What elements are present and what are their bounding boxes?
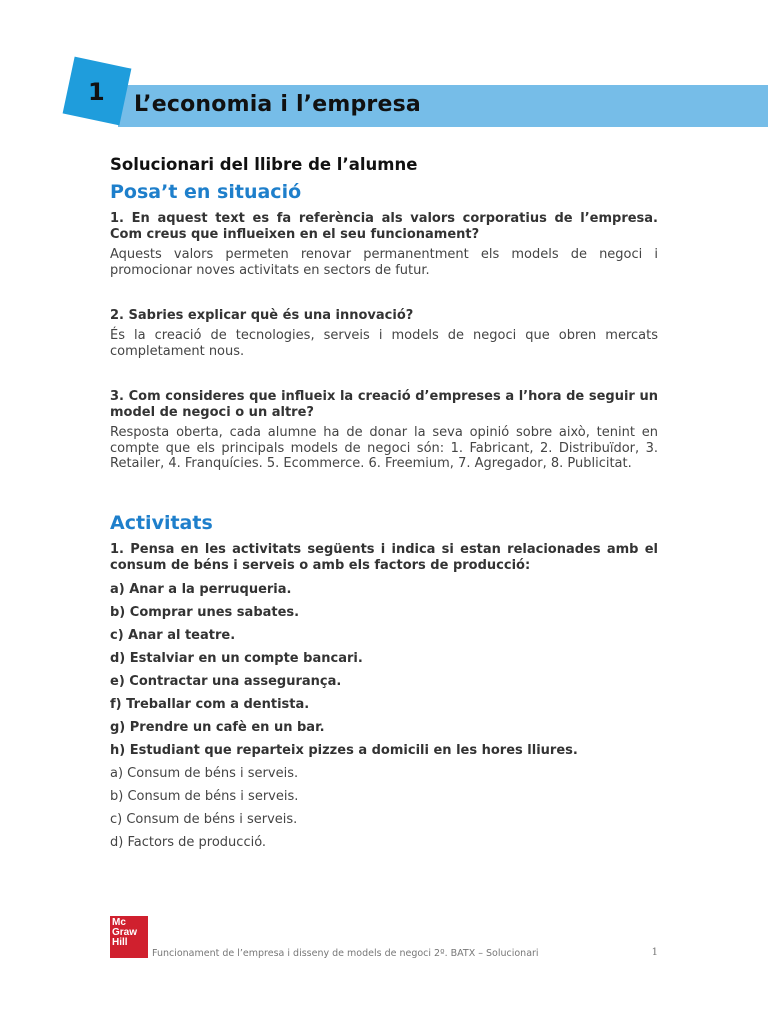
activity-item: d) Estalviar en un compte bancari. xyxy=(110,650,363,666)
activity-answer: b) Consum de béns i serveis. xyxy=(110,788,299,804)
page-content xyxy=(110,155,658,858)
activity-item: e) Contractar una assegurança. xyxy=(110,673,342,689)
question-3: 3. Com consideres que influeix la creació d’empreses a l’hora de seguir un model de negoci o un altre? xyxy=(110,389,658,420)
activity-answer: c) Consum de béns i serveis. xyxy=(110,811,298,827)
mcgraw-hill-logo: Mc Graw Hill xyxy=(110,916,148,958)
activity-item: f) Treballar com a dentista. xyxy=(110,696,310,712)
chapter-number: 1 xyxy=(88,78,105,106)
activity-answer: a) Consum de béns i serveis. xyxy=(110,765,299,781)
activity-item: b) Comprar unes sabates. xyxy=(110,604,300,620)
section-title-posat: Posa’t en situació xyxy=(110,181,302,203)
page-footer xyxy=(110,916,658,958)
section-title-activitats: Activitats xyxy=(110,511,213,534)
answer-3: Resposta oberta, cada alumne ha de donar la seva opinió sobre això, tenint en compte que els principals models de negoci són: 1. Fabricant, 2. Distribuïdor, 3. Retailer, 4. Franquícies. 5. Ecommerce. 6. Freemium, 7. Agregador, 8. Publicitat. xyxy=(110,425,658,471)
activity-item: a) Anar a la perruqueria. xyxy=(110,581,292,597)
activity-item: h) Estudiant que reparteix pizzes a domicili en les hores lliures. xyxy=(110,742,578,758)
answer-1: Aquests valors permeten renovar permanentment els models de negoci i promocionar noves activitats en sectors de futur. xyxy=(110,247,658,278)
activity-item: g) Prendre un cafè en un bar. xyxy=(110,719,325,735)
answer-2: És la creació de tecnologies, serveis i models de negoci que obren mercats completament nous. xyxy=(110,328,658,359)
chapter-title: L’economia i l’empresa xyxy=(134,92,421,117)
question-2: 2. Sabries explicar què és una innovació? xyxy=(110,308,414,323)
footer-text: Funcionament de l’empresa i disseny de models de negoci 2º. BATX – Solucionari xyxy=(152,948,539,959)
question-1: 1. En aquest text es fa referència als valors corporatius de l’empresa. Com creus que influeixen en el seu funcionament? xyxy=(110,211,658,242)
activity-question-1: 1. Pensa en les activitats següents i indica si estan relacionades amb el consum de béns i serveis o amb els factors de producció: xyxy=(110,541,658,573)
page-number: 1 xyxy=(651,947,658,958)
activity-answer: d) Factors de producció. xyxy=(110,834,267,850)
activity-item: c) Anar al teatre. xyxy=(110,627,236,643)
page-subtitle: Solucionari del llibre de l’alumne xyxy=(110,155,418,174)
